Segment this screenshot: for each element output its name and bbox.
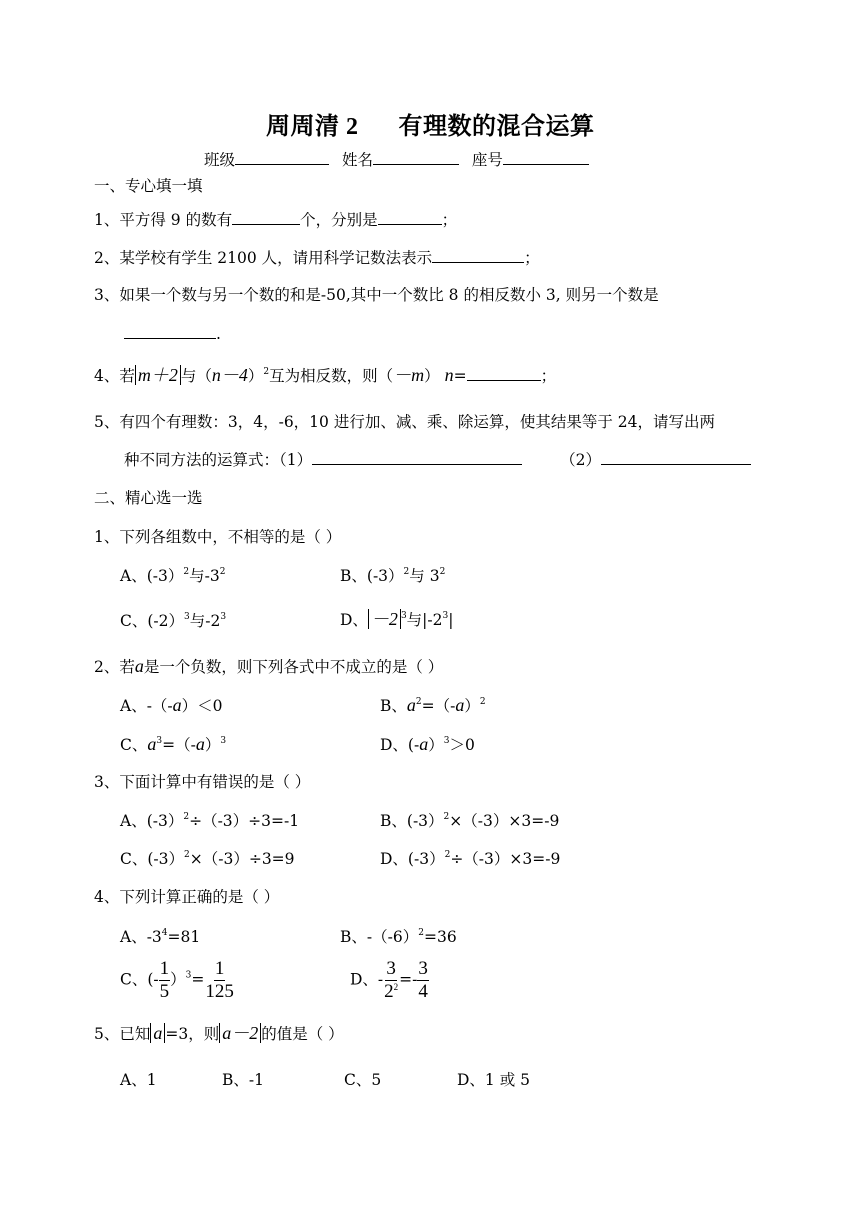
q1-blank-2[interactable] (378, 208, 442, 225)
q4c-eq: = (191, 970, 205, 989)
q3a-pre: A、(-3） (120, 812, 184, 830)
q2c-var: a (147, 734, 157, 754)
q1-option-a[interactable] (120, 566, 225, 586)
q2c-var2: a (195, 734, 205, 754)
q4-option-b[interactable] (340, 927, 457, 947)
q3c-pre: C、(-3） (120, 850, 185, 868)
q2b-mid: =（- (421, 697, 456, 715)
q1a-pre: A、(-3） (120, 567, 184, 585)
q1-text-a: 1、平方得 9 的数有 (94, 211, 233, 229)
choice-question-4-stem: 4、下列计算正确的是（ ） (94, 888, 280, 906)
q2a-end: ）＜0 (181, 697, 223, 715)
q1d-abs: －2 (368, 609, 401, 629)
q4c-fraction-2 (204, 958, 235, 1003)
q5-abs-a-minus-2: a－2 (219, 1023, 261, 1043)
q2-blank[interactable] (432, 246, 524, 263)
q2c-exp2: 3 (220, 736, 227, 746)
q5-option-b[interactable]: B、-1 (222, 1071, 264, 1089)
q4d-fraction (383, 958, 399, 1003)
q3d-pre: D、(-3） (380, 850, 445, 868)
student-info-line (204, 148, 589, 170)
q5-stem-a: 5、已知 (94, 1025, 151, 1043)
q4d-num2: 3 (418, 958, 428, 979)
q3c-end: ×（-3）÷3=9 (189, 850, 295, 868)
q1c-pre: C、(-2） (120, 612, 185, 630)
q1b-exp: 2 (403, 567, 410, 577)
q4-abs-expr: m＋2 (135, 365, 181, 385)
q4-var-n: n (444, 365, 454, 385)
q4-text-j: ； (540, 367, 557, 385)
q5-option-a[interactable]: A、1 (120, 1071, 157, 1089)
q2b-end: ） (464, 697, 480, 715)
q4-option-c[interactable] (120, 958, 235, 1003)
q4d-den-exp: 2 (393, 982, 399, 992)
q4-text-b: 与（ (180, 367, 212, 385)
q1b-exp2: 2 (439, 567, 446, 577)
q3d-end: ÷（-3）×3=-9 (450, 850, 561, 868)
title-left: 周周清 2 (266, 114, 359, 140)
title-right: 有理数的混合运算 (398, 114, 595, 140)
fill-question-1 (94, 208, 457, 230)
q4c-den: 5 (159, 981, 170, 1002)
q4b-exp: 2 (418, 928, 424, 938)
q2-option-c[interactable] (120, 734, 226, 755)
q2b-var: a (406, 695, 416, 715)
fill-question-2 (94, 246, 540, 268)
q1d-pre: D、 (340, 611, 368, 629)
q4c-exp: 3 (185, 970, 192, 981)
q4d-den2: 4 (418, 981, 428, 1002)
q2d-tail: ＞0 (449, 736, 475, 754)
q2b-exp: 2 (415, 697, 422, 707)
q4c-den2: 125 (205, 981, 234, 1002)
q4-exponent: 2 (263, 367, 270, 377)
q2d-pre: D、(- (380, 736, 420, 754)
fill-question-3-line2 (124, 322, 221, 344)
q1-option-d[interactable] (340, 609, 453, 630)
q4c-mid: ） (170, 970, 186, 989)
q1d-exp2: 3 (442, 611, 449, 621)
q5-stem-b: =3，则 (165, 1025, 220, 1043)
q3b-exp: 2 (443, 812, 450, 822)
q2-option-d[interactable] (380, 734, 475, 755)
q1d-exp: 3 (400, 611, 407, 621)
q2c-end: ） (204, 736, 221, 754)
q2-stem-var: a (134, 656, 144, 676)
q4b-end: =36 (423, 928, 457, 946)
q2c-mid: =（- (162, 736, 196, 754)
q1c-exp: 3 (184, 612, 190, 622)
q3a-end: ÷（-3）÷3=-1 (189, 812, 300, 830)
q1b-pre: B、(-3） (340, 567, 404, 585)
q2d-exp: 3 (443, 736, 450, 746)
q1-option-b[interactable] (340, 566, 445, 586)
q4-equals: = (453, 367, 467, 385)
q4a-pre: A、-3 (120, 928, 162, 946)
class-label: 班级 (204, 151, 236, 169)
choice-question-3-stem: 3、下面计算中有错误的是（ ） (94, 773, 311, 791)
q4d-fraction-2 (417, 958, 429, 1003)
class-field[interactable] (235, 148, 329, 165)
q3-option-d[interactable] (380, 849, 560, 869)
q2c-exp: 3 (156, 736, 163, 746)
q4-expr-n: n－4 (211, 365, 248, 385)
q2b-exp2: 2 (479, 697, 486, 707)
q4-text-e: 互为相反数，则（ (269, 367, 394, 385)
q4a-end: =81 (167, 928, 201, 946)
name-label: 姓名 (341, 151, 373, 169)
choice-question-2-stem (94, 656, 443, 677)
q5-blank-2[interactable] (601, 448, 751, 465)
name-field[interactable] (373, 148, 459, 165)
q4d-den: 2 (384, 981, 394, 1002)
q4d-den-wrap (383, 981, 399, 1003)
q2c-pre: C、 (120, 736, 148, 754)
q4c-num: 1 (159, 958, 170, 979)
q3-option-a[interactable] (120, 811, 299, 831)
q1-option-c[interactable] (120, 611, 226, 631)
q3-option-c[interactable] (120, 849, 295, 869)
fill-question-5-line2 (124, 448, 751, 470)
seat-field[interactable] (503, 148, 589, 165)
q4a-exp: 4 (161, 928, 168, 938)
q2d-var: a (419, 734, 429, 754)
q4d-pre: D、- (350, 970, 384, 989)
fill-question-4 (94, 364, 556, 386)
q3c-exp: 2 (184, 850, 190, 860)
q3-end: . (216, 325, 221, 343)
choice-question-1-stem: 1、下列各组数中，不相等的是（ ） (94, 528, 342, 546)
q1a-exp2: 2 (219, 567, 226, 577)
q4b-pre: B、-（-6） (340, 928, 419, 946)
q1d-end: | (448, 611, 454, 629)
q4-blank[interactable] (467, 364, 541, 381)
q2-stem-a: 2、若 (94, 658, 135, 676)
q2d-end: ） (428, 736, 444, 754)
q1c-mid: 与-2 (189, 612, 221, 630)
q2-option-a[interactable] (120, 695, 223, 716)
q2-text-b: ； (524, 249, 540, 267)
q4-expr-m: －m (393, 365, 425, 385)
q3-option-b[interactable] (380, 811, 559, 831)
q1a-exp: 2 (183, 567, 190, 577)
q5-blank-1[interactable] (312, 448, 522, 465)
q3b-pre: B、(-3） (380, 812, 444, 830)
q3-blank[interactable] (124, 322, 216, 339)
q4-text-a: 4、若 (94, 367, 135, 385)
q4c-fraction (159, 958, 171, 1003)
q1b-mid: 与 3 (409, 567, 440, 585)
fill-question-5-line1: 5、有四个有理数：3，4，-6，10 进行加、减、乘、除运算，使其结果等于 24，请写出两 (94, 413, 715, 431)
q5-abs-a: a (150, 1023, 165, 1043)
q2a-pre: A、-（- (120, 697, 173, 715)
q1c-exp2: 3 (220, 612, 227, 622)
q1d-mid: 与|-2 (406, 611, 443, 629)
q2-stem-b: 是一个负数，则下列各式中不成立的是（ ） (143, 658, 444, 676)
q4-option-a[interactable] (120, 927, 200, 947)
q3b-end: ×（-3）×3=-9 (449, 812, 560, 830)
q2b-var2: a (455, 695, 465, 715)
fill-question-3-line1: 3、如果一个数与另一个数的和是-50,其中一个数比 8 的相反数小 3, 则另一个数是 (94, 286, 659, 304)
section1-heading: 一、专心填一填 (94, 177, 203, 195)
q4c-num2: 1 (214, 958, 225, 979)
q1-text-b: 个，分别是 (300, 211, 378, 229)
q1a-mid: 与-3 (189, 567, 220, 585)
q5-label-2: （2） (560, 451, 601, 469)
q4d-eq: =- (399, 970, 418, 989)
q2b-pre: B、 (380, 697, 407, 715)
q3a-exp: 2 (183, 812, 190, 822)
q2-option-b[interactable] (380, 695, 486, 716)
q2a-var: a (172, 695, 182, 715)
q2-text-a: 2、某学校有学生 2100 人，请用科学记数法表示 (94, 249, 433, 267)
section2-heading: 二、精心选一选 (94, 489, 203, 507)
page-title (266, 106, 595, 141)
seat-label: 座号 (471, 151, 503, 169)
q4-option-d[interactable] (350, 958, 429, 1003)
q5-option-d[interactable]: D、1 或 5 (457, 1071, 531, 1089)
q5-text: 种不同方法的运算式：（1） (124, 451, 313, 469)
q5-option-c[interactable]: C、5 (344, 1071, 382, 1089)
q3d-exp: 2 (444, 850, 451, 860)
q4c-pre: C、(- (120, 970, 159, 989)
q1-text-c: ； (441, 211, 458, 229)
q5-stem-c: 的值是（ ） (261, 1025, 344, 1043)
q4-text-g: ） (424, 367, 440, 385)
choice-question-5-stem (94, 1023, 344, 1044)
q4d-num: 3 (386, 958, 396, 979)
q1-blank-1[interactable] (232, 208, 300, 225)
q4-text-d: ） (247, 367, 264, 385)
